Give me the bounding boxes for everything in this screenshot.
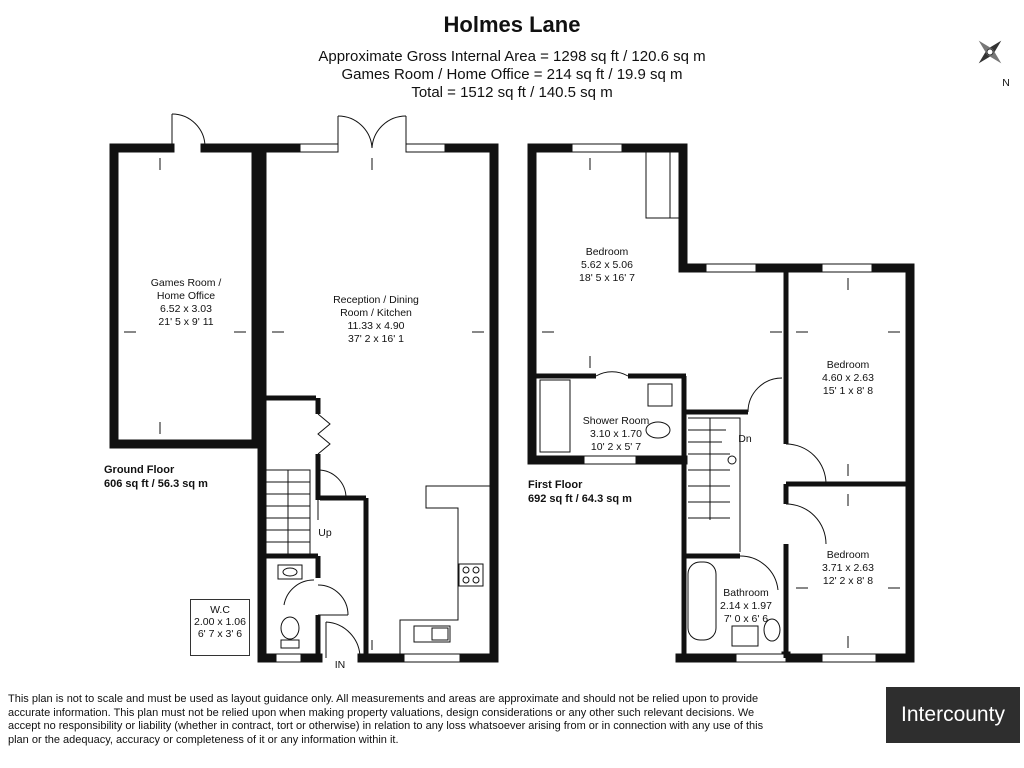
wc-label-box <box>190 599 250 656</box>
compass-icon <box>976 38 1004 66</box>
bathroom-metric: 2.14 x 1.97 <box>720 600 772 612</box>
bedroom3-metric: 3.71 x 2.63 <box>822 562 874 574</box>
shower-room-imperial: 10' 2 x 5' 7 <box>590 441 642 453</box>
wc-name: W.C <box>210 604 230 616</box>
french-doors <box>338 116 406 148</box>
bathroom-imperial: 7' 0 x 6' 6 <box>723 613 769 625</box>
bedroom2-name: Bedroom <box>826 359 870 371</box>
reception-metric: 11.33 x 4.90 <box>347 320 405 332</box>
reception-imperial: 37' 2 x 16' 1 <box>348 333 404 345</box>
bedroom3-imperial: 12' 2 x 8' 8 <box>822 575 874 587</box>
reception-name1: Reception / Dining <box>333 294 419 306</box>
total-area-line: Total = 1512 sq ft / 140.5 sq m <box>411 84 613 101</box>
first-stairs-label: Dn <box>738 433 752 445</box>
games-room-metric: 6.52 x 3.03 <box>160 303 212 315</box>
games-room-door <box>172 114 205 148</box>
ground-floor-area: 606 sq ft / 56.3 sq m <box>104 478 208 490</box>
ground-stairs <box>266 470 310 554</box>
bedroom2-metric: 4.60 x 2.63 <box>822 372 874 384</box>
shower-room-metric: 3.10 x 1.70 <box>590 428 642 440</box>
first-stairs <box>688 418 740 552</box>
kitchen-units <box>400 486 494 654</box>
games-room-imperial: 21' 5 x 9' 11 <box>158 316 214 328</box>
wc-fittings <box>278 565 348 648</box>
bedroom1-imperial: 18' 5 x 16' 7 <box>579 272 635 284</box>
bedroom1-name: Bedroom <box>585 246 629 258</box>
bedroom1-metric: 5.62 x 5.06 <box>581 259 633 271</box>
first-floor-name: First Floor <box>528 479 583 491</box>
ground-floor-name: Ground Floor <box>104 464 175 476</box>
games-room-name1: Games Room / <box>150 277 222 289</box>
shower-room-name: Shower Room <box>582 415 650 427</box>
gross-area-line: Approximate Gross Internal Area = 1298 sq ft / 120.6 sq m <box>318 48 706 65</box>
first-floor-area: 692 sq ft / 64.3 sq m <box>528 493 632 505</box>
games-room-name2: Home Office <box>156 290 216 302</box>
entrance-label: IN <box>334 659 346 671</box>
front-door <box>326 622 360 658</box>
wc-metric: 2.00 x 1.06 <box>194 616 246 628</box>
bathroom-name: Bathroom <box>723 587 769 599</box>
bedroom3-name: Bedroom <box>826 549 870 561</box>
plan-title: Holmes Lane <box>443 12 581 37</box>
bedroom2-imperial: 15' 1 x 8' 8 <box>822 385 874 397</box>
ground-stairs-label: Up <box>318 527 332 539</box>
compass-north-label: N <box>1002 77 1010 89</box>
games-room-area-line: Games Room / Home Office = 214 sq ft / 19.9 sq m <box>341 66 683 83</box>
disclaimer-text: This plan is not to scale and must be used as layout guidance only. All measurements and areas are approximate and should not be relied upon to provide accurate information. This plan must not be relied upon when making property valuations, design considerations or any other such relevant decisions. We accept no responsibility or liability (whether in contract, tort or otherwise) in relation to any loss whatsoever arising from or in connection with any use of this plan or the adequacy, accuracy or completeness of it or any information within it. <box>8 693 764 746</box>
reception-name2: Room / Kitchen <box>340 307 412 319</box>
wc-imperial: 6' 7 x 3' 6 <box>197 628 243 640</box>
agency-logo: Intercounty <box>886 687 1020 743</box>
